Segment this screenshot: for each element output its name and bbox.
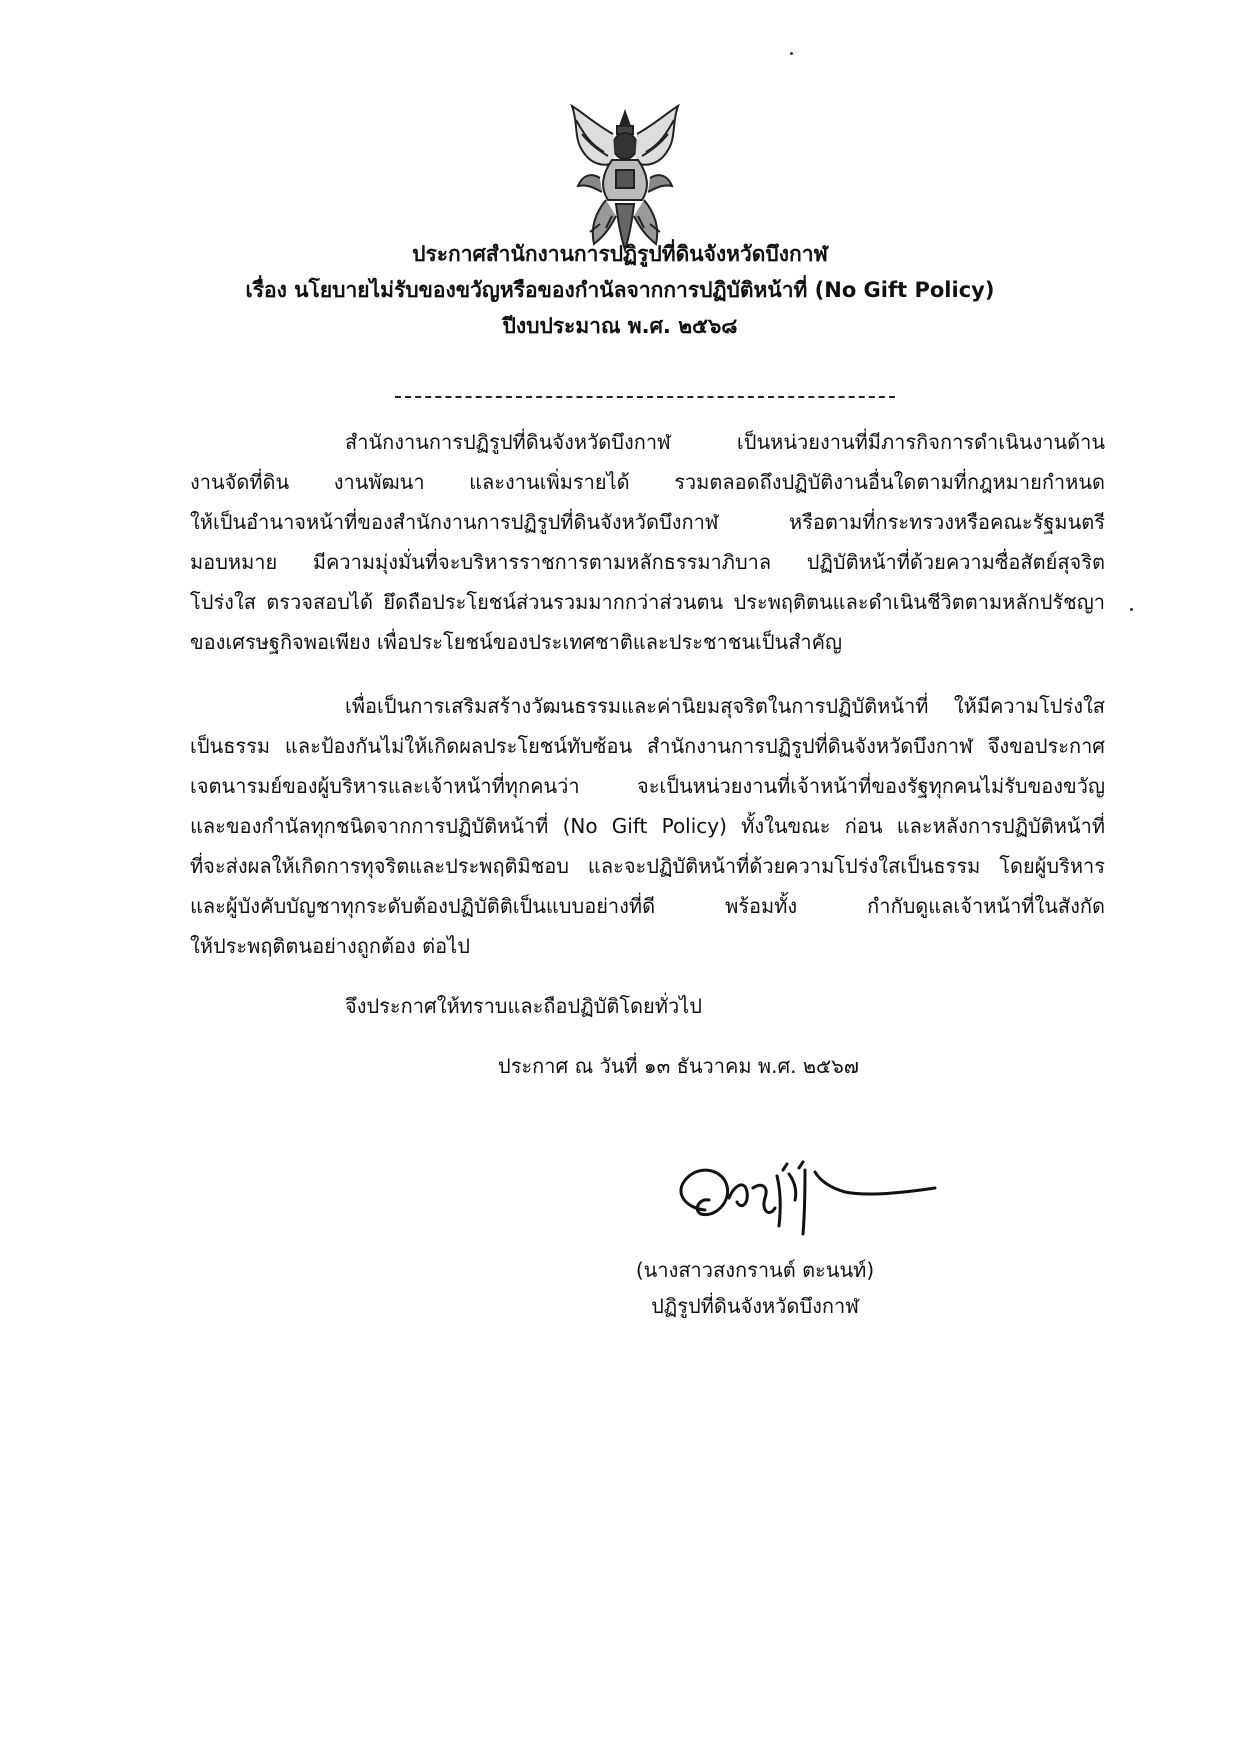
paragraph-line: ให้ประพฤติตนอย่างถูกต้อง ต่อไป [190,934,470,958]
garuda-emblem-icon [560,104,690,254]
paragraph-line: เพื่อเป็นการเสริมสร้างวัฒนธรรมและค่านิยมสุจริตในการปฏิบัติหน้าที่ ให้มีความโปร่งใส [345,694,1105,718]
announcement-title: ประกาศสำนักงานการปฏิรูปที่ดินจังหวัดบึงกาฬ [412,242,828,266]
paragraph-line: เจตนารมย์ของผู้บริหารและเจ้าหน้าที่ทุกคนว่า จะเป็นหน่วยงานที่เจ้าหน้าที่ของรัฐทุกคนไม่รับของขวัญ [190,774,1105,798]
announcement-header [200,240,1040,340]
fiscal-year: ปีงบประมาณ พ.ศ. ๒๕๖๘ [502,314,738,338]
handwritten-signature-icon [665,1148,945,1253]
dashed-divider [395,396,895,398]
scan-speck [1130,608,1133,611]
closing-statement: จึงประกาศให้ทราบและถือปฏิบัติโดยทั่วไป [345,994,702,1018]
signer-name: (นางสาวสงกรานต์ ตะนนท์) [635,1258,875,1282]
paragraph-line: เป็นธรรม และป้องกันไม่ให้เกิดผลประโยชน์ทับซ้อน สำนักงานการปฏิรูปที่ดินจังหวัดบึงกาฬ จึงขอประกาศ [190,734,1105,758]
announcement-subject: เรื่อง นโยบายไม่รับของขวัญหรือของกำนัลจากการปฏิบัติหน้าที่ (No Gift Policy) [245,278,995,302]
paragraph-line: ของเศรษฐกิจพอเพียง เพื่อประโยชน์ของประเทศชาติและประชาชนเป็นสำคัญ [190,630,843,654]
paragraph-line: สำนักงานการปฏิรูปที่ดินจังหวัดบึงกาฬ เป็นหน่วยงานที่มีภารกิจการดำเนินงานด้าน [345,430,1105,454]
paragraph-line: ที่จะส่งผลให้เกิดการทุจริตและประพฤติมิชอบ และจะปฏิบัติหน้าที่ด้วยความโปร่งใสเป็นธรรม โดยผู้บริหาร [190,854,1105,878]
paragraph-2 [190,686,1105,966]
scan-speck [790,52,793,55]
signer-title: ปฏิรูปที่ดินจังหวัดบึงกาฬ [651,1294,859,1318]
announcement-date: ประกาศ ณ วันที่ ๑๓ ธันวาคม พ.ศ. ๒๕๖๗ [498,1054,859,1078]
paragraph-line: งานจัดที่ดิน งานพัฒนา และงานเพิ่มรายได้ รวมตลอดถึงปฏิบัติงานอื่นใดตามที่กฎหมายกำหนด [190,470,1105,494]
paragraph-line: และผู้บังคับบัญชาทุกระดับต้องปฏิบัติติเป็นแบบอย่างที่ดี พร้อมทั้ง กำกับดูแลเจ้าหน้าที่ในสังกัด [190,894,1105,918]
paragraph-line: โปร่งใส ตรวจสอบได้ ยึดถือประโยชน์ส่วนรวมมากกว่าส่วนตน ประพฤติตนและดำเนินชีวิตตามหลักปรัชญา [190,590,1105,614]
paragraph-line: ให้เป็นอำนาจหน้าที่ของสำนักงานการปฏิรูปที่ดินจังหวัดบึงกาฬ หรือตามที่กระทรวงหรือคณะรัฐมนตรี [190,510,1105,534]
paragraph-line: มอบหมาย มีความมุ่งมั่นที่จะบริหารราชการตามหลักธรรมาภิบาล ปฏิบัติหน้าที่ด้วยความซื่อสัตย์สุจริต [190,550,1105,574]
paragraph-1 [190,422,1105,662]
paragraph-line: และของกำนัลทุกชนิดจากการปฏิบัติหน้าที่ (No Gift Policy) ทั้งในขณะ ก่อน และหลังการปฏิบัติหน้าที่ [190,814,1105,838]
